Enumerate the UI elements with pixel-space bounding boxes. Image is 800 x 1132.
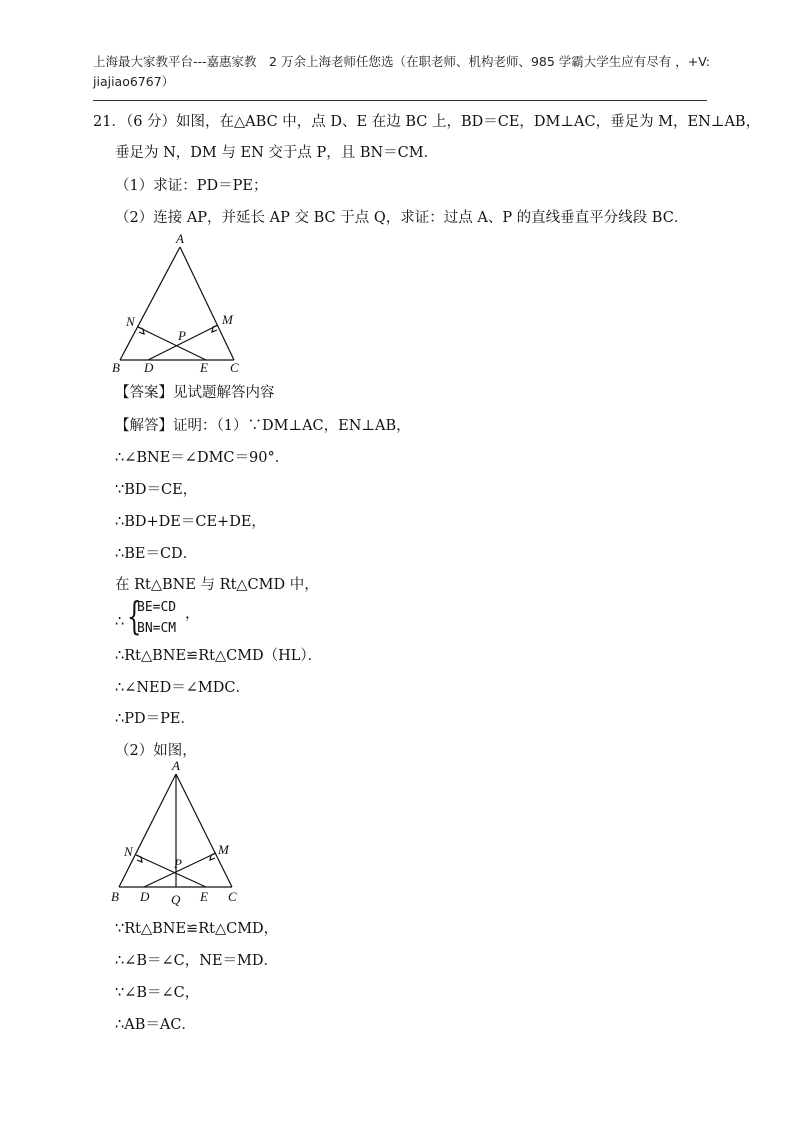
problem-part-1: （1）求证：PD＝PE；: [115, 178, 268, 194]
label-a: A: [172, 760, 180, 773]
figure-1-labels: [112, 232, 239, 375]
label-d: D: [144, 360, 154, 375]
solution-line-9: ∴PD＝PE．: [115, 711, 195, 727]
solution-line-7: ∴Rt△BNE≌Rt△CMD（HL）．: [115, 648, 323, 664]
label-p: P: [178, 328, 186, 343]
header-line-1: 上海最大家教平台---嘉惠家教 2 万余上海老师任您选（在职老师、机构老师、985 学霸大学生应有尽有 ，+V:: [93, 54, 710, 69]
solution-line-13: ∵∠B＝∠C，: [115, 985, 200, 1001]
solution-line-2: ∴∠BNE＝∠DMC＝90°．: [115, 450, 290, 466]
label-a: A: [176, 232, 184, 246]
label-e: E: [200, 889, 208, 904]
answer-line: 【答案】见试题解答内容: [115, 385, 275, 401]
solution-line-3: ∵BD＝CE，: [115, 482, 198, 498]
solution-line-5: ∴BE＝CD．: [115, 546, 198, 562]
left-brace: {: [127, 594, 142, 638]
problem-line-1: 21．（6 分）如图，在△ABC 中，点 D、E 在边 BC 上，BD＝CE，DM⊥AC，垂足为 M，EN⊥AB，: [93, 114, 761, 130]
label-d: D: [140, 889, 150, 904]
triangle-figure-1: [110, 232, 260, 377]
solution-line-8: ∴∠NED＝∠MDC．: [115, 680, 250, 696]
label-m: M: [222, 312, 233, 327]
solution-line-4: ∴BD+DE＝CE+DE，: [115, 514, 266, 530]
solution-line-10: （2）如图，: [115, 743, 197, 759]
problem-part-2: （2）连接 AP，并延长 AP 交 BC 于点 Q，求证：过点 A、P 的直线垂直平分线段 BC．: [115, 210, 689, 226]
solution-line-14: ∴AB＝AC．: [115, 1017, 196, 1033]
system-equation-2: BN=CM: [137, 621, 177, 636]
header-rule: [93, 100, 707, 101]
label-q: Q: [171, 892, 181, 907]
label-b: B: [112, 360, 120, 375]
solution-line-6: 在 Rt△BNE 与 Rt△CMD 中，: [115, 577, 319, 593]
label-m: M: [218, 842, 229, 857]
header-line-2: jiajiao6767）: [93, 74, 175, 89]
page-header: [93, 52, 713, 92]
solution-line-1: 【解答】证明：（1）∵DM⊥AC，EN⊥AB，: [115, 418, 411, 434]
solution-line-12: ∴∠B＝∠C，NE＝MD．: [115, 953, 279, 969]
figure-2-labels: [111, 760, 237, 907]
label-e: E: [200, 360, 208, 375]
label-n: N: [124, 844, 133, 859]
therefore-symbol: ∴: [115, 614, 125, 630]
system-equation-1: BE=CD: [137, 600, 177, 615]
problem-line-2: 垂足为 N，DM 与 EN 交于点 P，且 BN＝CM．: [115, 145, 439, 161]
label-n: N: [126, 314, 135, 329]
label-b: B: [111, 889, 119, 904]
system-comma: ，: [185, 606, 200, 622]
label-c: C: [228, 889, 237, 904]
triangle-figure-2: [108, 760, 258, 910]
label-c: C: [230, 360, 239, 375]
label-p: P: [174, 856, 182, 871]
solution-line-11: ∵Rt△BNE≌Rt△CMD，: [115, 921, 279, 937]
